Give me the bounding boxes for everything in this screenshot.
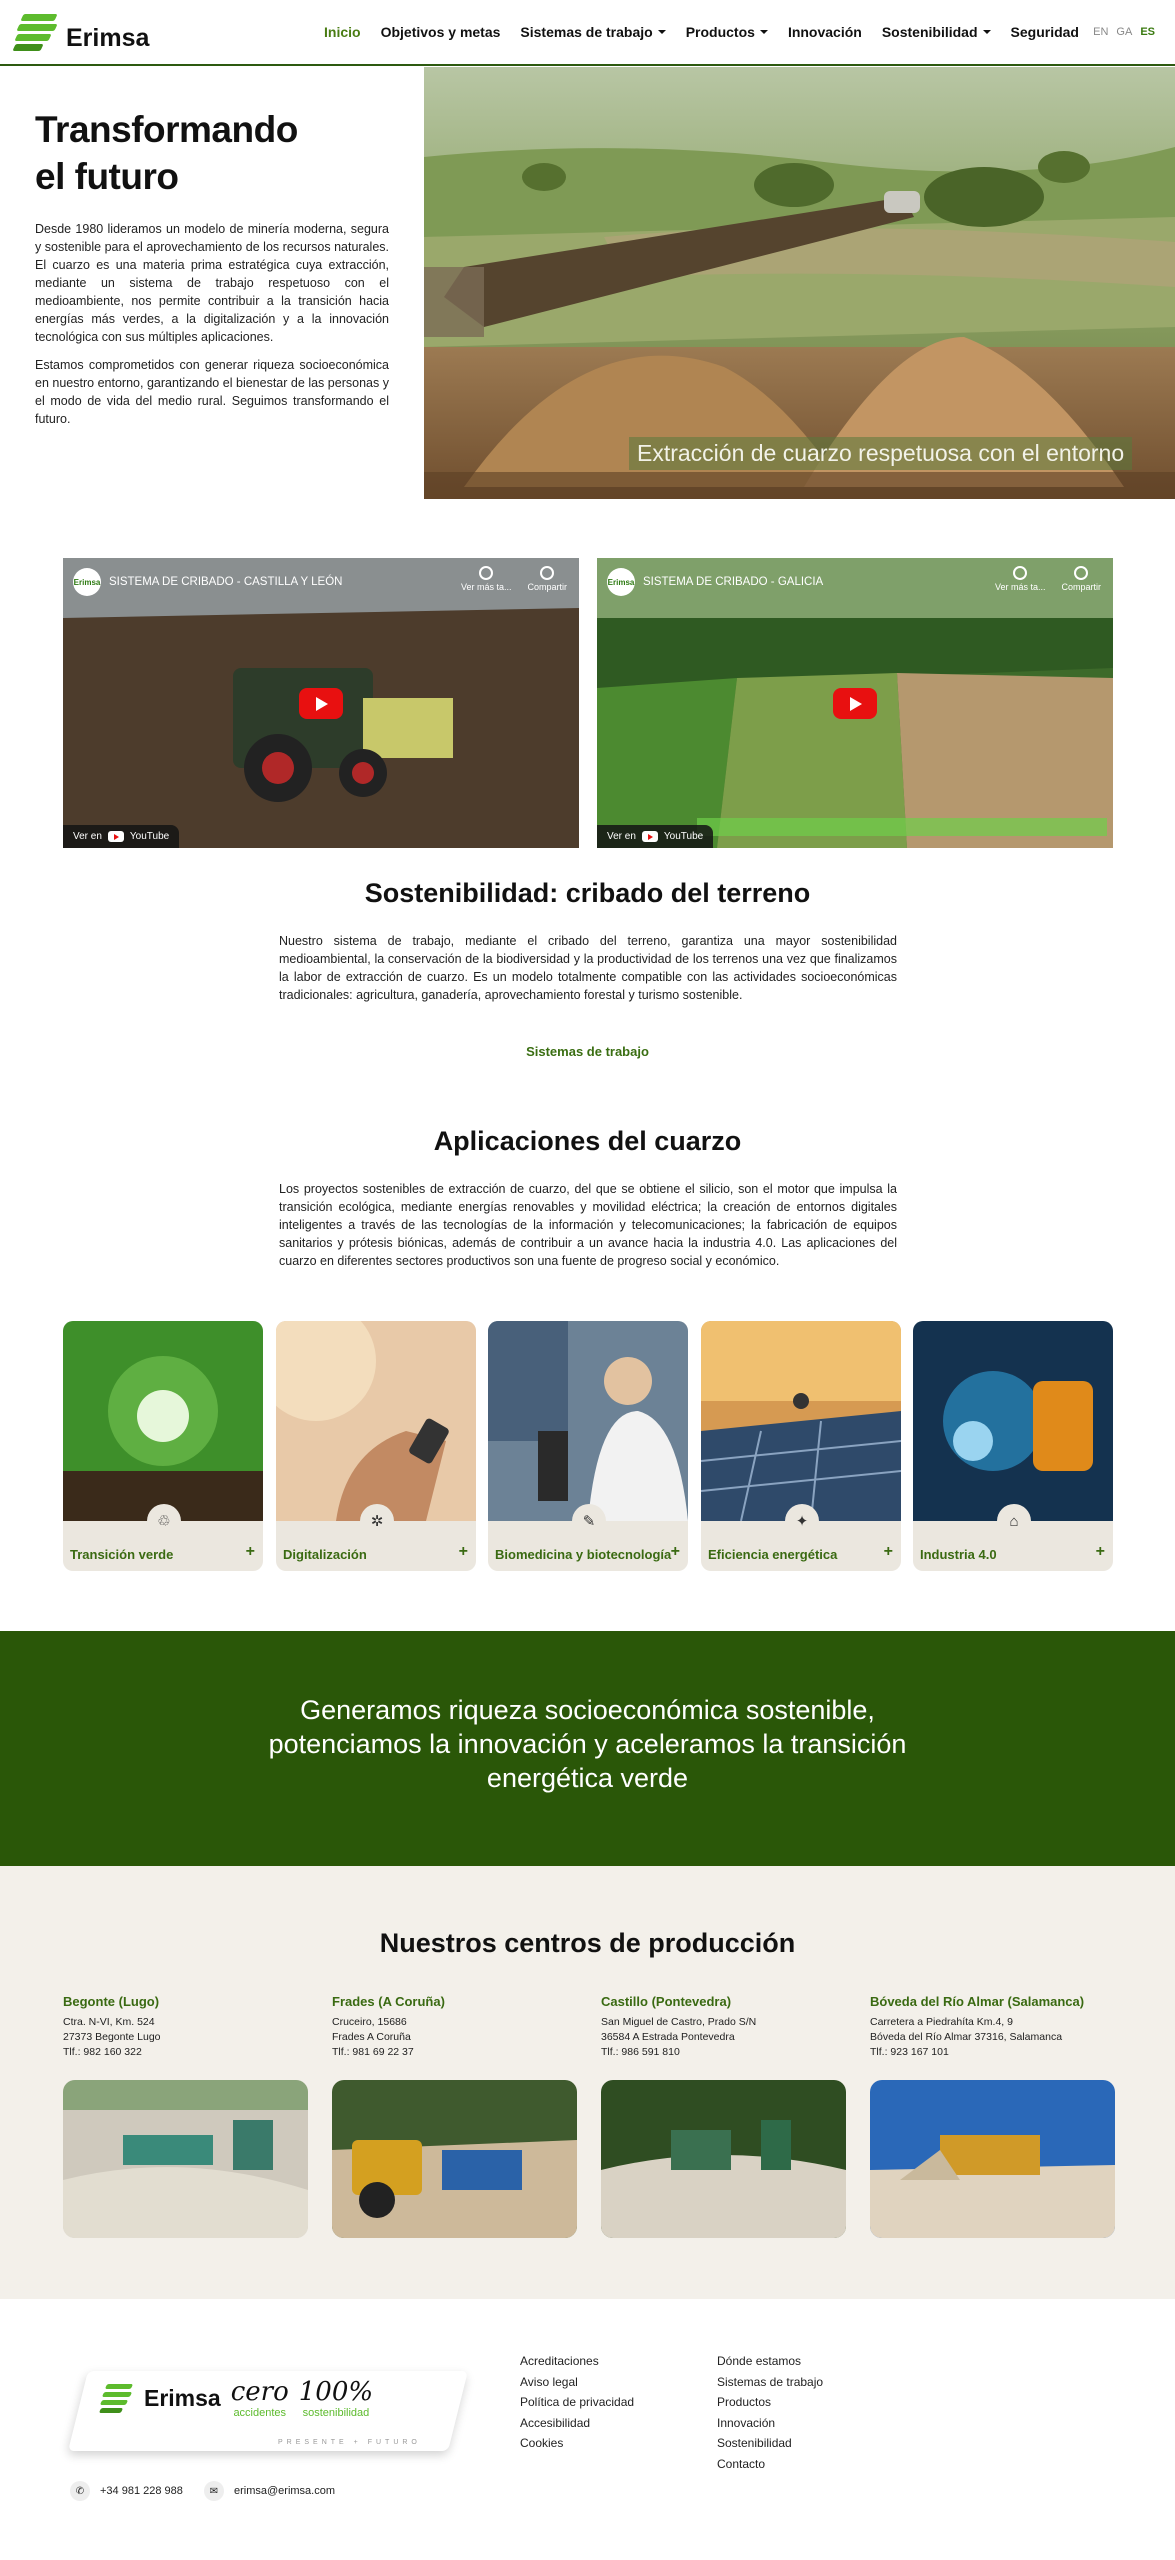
quarry-photo bbox=[63, 2080, 308, 2238]
watch-on-youtube[interactable] bbox=[597, 825, 713, 848]
center-city: 36584 A Estrada Pontevedra bbox=[601, 2031, 735, 2043]
footer-link[interactable]: Dónde estamos bbox=[717, 2354, 802, 2368]
footer-link[interactable]: Política de privacidad bbox=[520, 2395, 635, 2409]
card-biomedicina[interactable] bbox=[488, 1321, 688, 1571]
nav-productos[interactable] bbox=[686, 24, 768, 40]
expand-plus-icon[interactable]: + bbox=[245, 1543, 255, 1560]
email-address: erimsa@erimsa.com bbox=[234, 2485, 336, 2497]
share-button[interactable] bbox=[1061, 566, 1101, 592]
hero-image-caption: Extracción de cuarzo respetuosa con el entorno bbox=[629, 437, 1132, 470]
card-label: Digitalización bbox=[283, 1547, 367, 1562]
center-address: Ctra. N-VI, Km. 524 bbox=[63, 2016, 155, 2028]
share-button[interactable] bbox=[527, 566, 567, 592]
production-centers-section bbox=[0, 1866, 1175, 2299]
site-header bbox=[0, 0, 1175, 66]
channel-avatar[interactable]: Erimsa bbox=[607, 568, 635, 596]
nav-innovacion[interactable] bbox=[788, 24, 862, 40]
footer-link[interactable]: Sistemas de trabajo bbox=[717, 2374, 824, 2389]
video-actions bbox=[461, 566, 567, 592]
share-icon bbox=[540, 566, 554, 580]
hero-paragraph-2: Estamos comprometidos con generar riqueza socioeconómica en nuestro entorno, garantizando el bienestar de las personas y el modo de vida del medio rural. Seguimos transformando el futuro. bbox=[35, 358, 389, 426]
clock-icon bbox=[479, 566, 493, 580]
recycle-icon bbox=[147, 1504, 181, 1538]
sustainability-text: Nuestro sistema de trabajo, mediante el cribado del terreno, garantiza una mayor sostenibilidad medioambiental, la conservación de la biodiversidad y la productividad de los terrenos una vez que finalizamos la labor de extracción de cuarzo. Es un modelo totalmente compatible con las actividades socioeconómicas tradicionales: agricultura, ganadería, aprovechamiento forestal y turismo sostenible. bbox=[279, 934, 897, 1002]
youtube-icon bbox=[108, 831, 124, 842]
share-icon bbox=[1074, 566, 1088, 580]
lang-en[interactable]: EN bbox=[1093, 26, 1109, 38]
erimsa-logo[interactable] bbox=[14, 10, 149, 56]
footer-links-legal bbox=[520, 2351, 634, 2454]
nav-seguridad[interactable] bbox=[1011, 24, 1079, 40]
caret-down-icon bbox=[983, 30, 991, 34]
logo-text: Erimsa bbox=[66, 23, 150, 52]
lang-ga[interactable]: GA bbox=[1116, 26, 1133, 38]
center-address: San Miguel de Castro, Prado S/N bbox=[601, 2016, 757, 2028]
footer-link[interactable]: Sostenibilidad bbox=[717, 2436, 792, 2450]
card-label: Industria 4.0 bbox=[920, 1547, 997, 1562]
center-boveda bbox=[870, 1994, 1115, 2060]
video-title-bar bbox=[73, 568, 342, 596]
center-castillo bbox=[601, 1994, 846, 2060]
nav-label: Productos bbox=[685, 24, 755, 40]
center-name: Bóveda del Río Almar (Salamanca) bbox=[870, 1994, 1085, 2009]
nav-label: Innovación bbox=[787, 24, 862, 40]
center-city: Frades A Coruña bbox=[332, 2031, 411, 2043]
site-footer bbox=[0, 2299, 1175, 2560]
badge-cero-sub: accidentes bbox=[233, 2407, 287, 2419]
green-transition-image bbox=[63, 1321, 263, 1521]
youtube-label: YouTube bbox=[663, 831, 704, 842]
cien-sostenibilidad bbox=[299, 2377, 373, 2419]
erimsa-logo-icon bbox=[100, 2381, 134, 2415]
mission-statement bbox=[0, 1693, 1175, 1795]
share-label: Compartir bbox=[1061, 582, 1101, 592]
center-begonte bbox=[63, 1994, 308, 2060]
card-digitalizacion[interactable] bbox=[276, 1321, 476, 1571]
footer-link[interactable]: Innovación bbox=[717, 2415, 776, 2430]
expand-plus-icon[interactable]: + bbox=[883, 1543, 893, 1560]
erimsa-logo-icon bbox=[14, 10, 60, 56]
quarry-photo bbox=[332, 2080, 577, 2238]
hero-paragraph-1: Desde 1980 lideramos un modelo de minería moderna, segura y sostenible para el aprovechamiento de los recursos naturales. El cuarzo es una materia prima estratégica cuya extracción, mediante un sistema de trabajo respetuoso con el medioambiente, nos permite contribuir a la transición hacia energías más verdes, a la digitalización y a la innovación tecnológica con sus múltiples aplicaciones. bbox=[35, 222, 389, 344]
clock-icon bbox=[1013, 566, 1027, 580]
expand-plus-icon[interactable]: + bbox=[1095, 1543, 1105, 1560]
play-button[interactable] bbox=[299, 688, 343, 719]
network-icon bbox=[360, 1504, 394, 1538]
sistemas-de-trabajo-link[interactable]: Sistemas de trabajo bbox=[526, 1044, 649, 1059]
biomedicine-image bbox=[488, 1321, 688, 1521]
nav-sostenibilidad[interactable] bbox=[882, 24, 991, 40]
footer-link[interactable]: Acreditaciones bbox=[520, 2354, 599, 2368]
video-actions bbox=[995, 566, 1101, 592]
language-switcher bbox=[1093, 26, 1155, 38]
industry-image bbox=[913, 1321, 1113, 1521]
expand-plus-icon[interactable]: + bbox=[458, 1543, 468, 1560]
footer-link[interactable]: Aviso legal bbox=[520, 2374, 578, 2389]
phone-icon: ✆ bbox=[70, 2481, 90, 2501]
mail-icon: ✉ bbox=[204, 2481, 224, 2501]
youtube-icon bbox=[642, 831, 658, 842]
factory-icon bbox=[997, 1504, 1031, 1538]
card-icon-glyph: ✎ bbox=[582, 1513, 596, 1530]
syringe-icon bbox=[572, 1504, 606, 1538]
center-image-boveda bbox=[870, 2080, 1115, 2238]
badge-pct-sub: sostenibilidad bbox=[302, 2407, 370, 2419]
center-address: Cruceiro, 15686 bbox=[332, 2016, 407, 2028]
lightbulb-icon bbox=[785, 1504, 819, 1538]
quarry-photo bbox=[870, 2080, 1115, 2238]
center-image-frades bbox=[332, 2080, 577, 2238]
nav-sistemas[interactable] bbox=[520, 24, 665, 40]
hero-title-line1: Transformando bbox=[35, 109, 298, 150]
applications-title: Aplicaciones del cuarzo bbox=[433, 1126, 742, 1156]
center-name: Begonte (Lugo) bbox=[63, 1994, 160, 2009]
footer-link[interactable]: Accesibilidad bbox=[520, 2415, 591, 2430]
caret-down-icon bbox=[760, 30, 768, 34]
center-phone[interactable]: Tlf.: 981 69 22 37 bbox=[332, 2046, 414, 2058]
hero-landscape-illustration bbox=[424, 67, 1175, 499]
center-city: Bóveda del Río Almar 37316, Salamanca bbox=[870, 2031, 1063, 2043]
play-button[interactable] bbox=[833, 688, 877, 719]
footer-links-site bbox=[717, 2351, 823, 2474]
watch-on-youtube[interactable] bbox=[63, 825, 179, 848]
hero-image-quarry bbox=[424, 67, 1175, 499]
center-address: Carretera a Piedrahíta Km.4, 9 bbox=[870, 2016, 1013, 2028]
center-frades bbox=[332, 1994, 577, 2060]
lang-es[interactable]: ES bbox=[1140, 26, 1155, 38]
video-title-bar bbox=[607, 568, 823, 596]
center-city: 27373 Begonte Lugo bbox=[63, 2031, 161, 2043]
mission-line-2: potenciamos la innovación y aceleramos la transición bbox=[268, 1729, 907, 1759]
card-icon-glyph: ✦ bbox=[795, 1513, 809, 1530]
card-label: Biomedicina y biotecnología bbox=[495, 1547, 672, 1562]
cero-accidentes bbox=[231, 2377, 289, 2419]
digitalization-image bbox=[276, 1321, 476, 1521]
video-castilla-leon[interactable] bbox=[63, 558, 579, 848]
center-image-castillo bbox=[601, 2080, 846, 2238]
phone-number: +34 981 228 988 bbox=[100, 2485, 183, 2497]
hero-title bbox=[35, 106, 389, 200]
center-name: Castillo (Pontevedra) bbox=[601, 1994, 732, 2009]
nav-objetivos[interactable] bbox=[381, 24, 501, 40]
footer-link[interactable]: Cookies bbox=[520, 2436, 564, 2450]
center-phone[interactable]: Tlf.: 986 591 810 bbox=[601, 2046, 680, 2058]
card-icon-glyph: ♲ bbox=[157, 1513, 171, 1530]
footer-email[interactable] bbox=[204, 2481, 335, 2501]
video-galicia[interactable] bbox=[597, 558, 1113, 848]
footer-link[interactable]: Productos bbox=[717, 2395, 772, 2409]
card-icon-glyph: ⌂ bbox=[1009, 1512, 1019, 1530]
card-transicion-verde[interactable] bbox=[63, 1321, 263, 1571]
badge-content bbox=[100, 2377, 373, 2419]
badge-pct: 100% bbox=[298, 2377, 374, 2407]
center-phone[interactable]: Tlf.: 982 160 322 bbox=[63, 2046, 142, 2058]
badge-erimsa: Erimsa bbox=[144, 2384, 221, 2411]
card-eficiencia-energetica[interactable] bbox=[701, 1321, 901, 1571]
center-image-begonte bbox=[63, 2080, 308, 2238]
applications-text: Los proyectos sostenibles de extracción de cuarzo, del que se obtiene el silicio, son el motor que impulsa la transición ecológica, mediante energías renovables y movilidad eléctrica; la creación de entornos digitales inteligentes a través de las tecnologías de la información y telecomunicaciones; la fabricación de equipos sanitarios y prótesis biónicas, además de contribuir a un avance hacia la industria 4.0. Las aplicaciones del cuarzo en diferentes sectores productivos son una fuente de progreso social y económico. bbox=[279, 1182, 897, 1268]
card-label: Transición verde bbox=[70, 1547, 174, 1562]
watch-later-button[interactable] bbox=[461, 566, 512, 592]
watch-later-button[interactable] bbox=[995, 566, 1046, 592]
nav-label: Inicio bbox=[324, 24, 361, 40]
nav-label: Objetivos y metas bbox=[380, 24, 501, 40]
nav-inicio[interactable] bbox=[324, 24, 361, 40]
badge-cero: cero bbox=[230, 2377, 289, 2407]
expand-plus-icon[interactable]: + bbox=[670, 1543, 680, 1560]
mission-line-3: energética verde bbox=[486, 1763, 689, 1793]
watch-on-label: Ver en bbox=[73, 831, 102, 842]
watch-on-label: Ver en bbox=[607, 831, 636, 842]
energy-efficiency-image bbox=[701, 1321, 901, 1521]
quarry-photo bbox=[601, 2080, 846, 2238]
hero-title-line2: el futuro bbox=[35, 156, 179, 197]
nav-label: Sostenibilidad bbox=[881, 24, 978, 40]
card-icon-glyph: ✲ bbox=[370, 1513, 384, 1530]
channel-avatar[interactable]: Erimsa bbox=[73, 568, 101, 596]
production-centers-title: Nuestros centros de producción bbox=[379, 1928, 796, 1958]
nav-label: Seguridad bbox=[1010, 24, 1079, 40]
watch-later-label: Ver más ta... bbox=[994, 582, 1046, 592]
video-title[interactable]: SISTEMA DE CRIBADO - GALICIA bbox=[643, 576, 824, 588]
watch-later-label: Ver más ta... bbox=[460, 582, 512, 592]
caret-down-icon bbox=[658, 30, 666, 34]
hero-text bbox=[35, 106, 389, 428]
center-name: Frades (A Coruña) bbox=[332, 1994, 445, 2009]
badge-tagline: PRESENTE + FUTURO bbox=[278, 2439, 421, 2446]
sustainability-title: Sostenibilidad: cribado del terreno bbox=[364, 878, 811, 908]
main-nav bbox=[324, 24, 1079, 40]
footer-phone[interactable] bbox=[70, 2481, 183, 2501]
mission-line-1: Generamos riqueza socioeconómica sostenible, bbox=[300, 1695, 875, 1725]
mission-banner bbox=[0, 1631, 1175, 1866]
nav-label: Sistemas de trabajo bbox=[520, 24, 653, 40]
card-label: Eficiencia energética bbox=[708, 1547, 838, 1562]
share-label: Compartir bbox=[527, 582, 567, 592]
footer-link[interactable]: Contacto bbox=[717, 2456, 766, 2471]
video-title[interactable]: SISTEMA DE CRIBADO - CASTILLA Y LEÓN bbox=[109, 576, 343, 588]
center-phone[interactable]: Tlf.: 923 167 101 bbox=[870, 2046, 949, 2058]
card-industria-4[interactable] bbox=[913, 1321, 1113, 1571]
youtube-label: YouTube bbox=[129, 831, 170, 842]
